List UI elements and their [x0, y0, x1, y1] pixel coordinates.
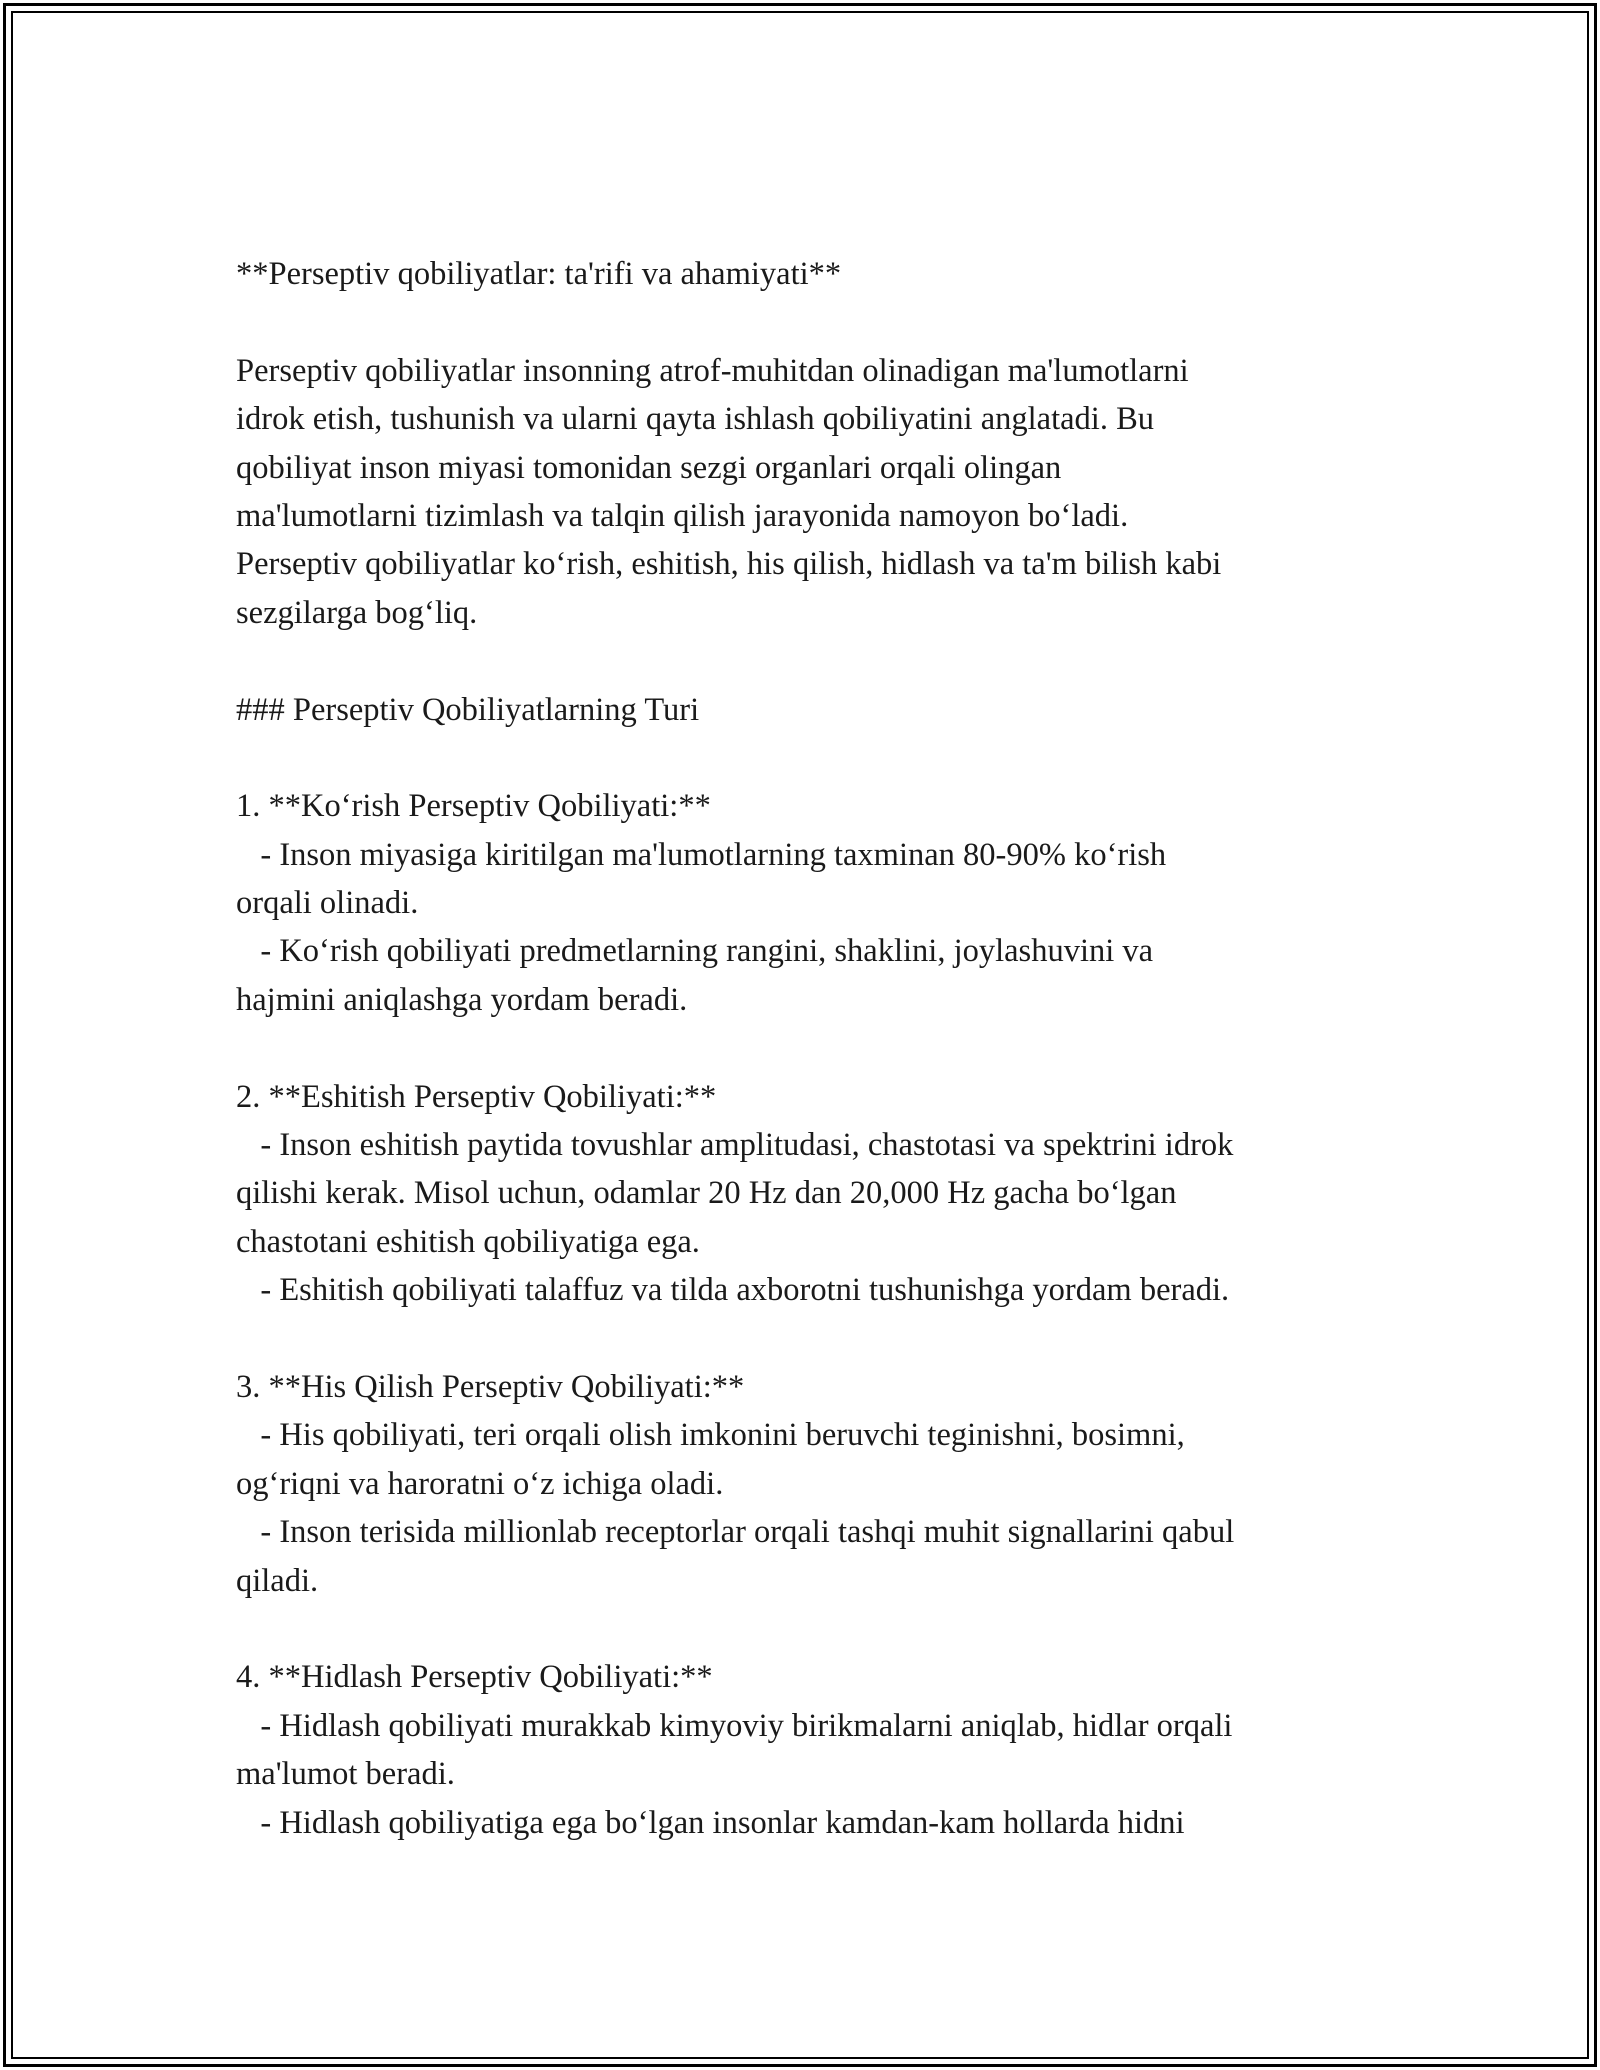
blank-line [236, 637, 1376, 685]
document-body [236, 250, 1376, 1847]
section-hidlash [236, 1653, 1376, 1847]
intro-line: Perseptiv qobiliyatlar ko‘rish, eshitish, his qilish, hidlash va ta'm bilish kabi [236, 546, 1222, 583]
section-eshitish [236, 1073, 1376, 1315]
blank-line [236, 298, 1376, 346]
section-line: - Inson eshitish paytida tovushlar amplitudasi, chastotasi va spektrini idrok [236, 1127, 1234, 1164]
intro-line: qobiliyat inson miyasi tomonidan sezgi organlari orqali olingan [236, 449, 1062, 486]
intro-line: Perseptiv qobiliyatlar insonning atrof-muhitdan olinadigan ma'lumotlarni [236, 352, 1189, 389]
section-line: ma'lumot beradi. [236, 1756, 455, 1793]
blank-line [236, 1024, 1376, 1072]
section-line: qiladi. [236, 1562, 319, 1599]
blank-line [236, 1315, 1376, 1363]
intro-line: sezgilarga bog‘liq. [236, 594, 478, 631]
section-line: og‘riqni va haroratni o‘z ichiga oladi. [236, 1465, 724, 1502]
section-heading: 3. **His Qilish Perseptiv Qobiliyati:** [236, 1368, 745, 1405]
section-line: - Inson terisida millionlab receptorlar orqali tashqi muhit signallarini qabul [236, 1514, 1235, 1551]
blank-line [236, 734, 1376, 782]
section-line: hajmini aniqlashga yordam beradi. [236, 981, 688, 1018]
intro-paragraph [236, 347, 1376, 637]
intro-line: idrok etish, tushunish va ularni qayta ishlash qobiliyatini anglatadi. Bu [236, 401, 1154, 438]
section-line: orqali olinadi. [236, 885, 419, 922]
section-line: - Eshitish qobiliyati talaffuz va tilda axborotni tushunishga yordam beradi. [236, 1272, 1230, 1309]
document-title: **Perseptiv qobiliyatlar: ta'rifi va ahamiyati** [236, 256, 842, 292]
intro-line: ma'lumotlarni tizimlash va talqin qilish jarayonida namoyon bo‘ladi. [236, 497, 1129, 534]
section-line: - Inson miyasiga kiritilgan ma'lumotlarning taxminan 80-90% ko‘rish [236, 836, 1167, 873]
section-line: chastotani eshitish qobiliyatiga ega. [236, 1223, 700, 1260]
section-line: - Hidlash qobiliyati murakkab kimyoviy birikmalarni aniqlab, hidlar orqali [236, 1707, 1233, 1744]
section-line: qilishi kerak. Misol uchun, odamlar 20 Hz dan 20,000 Hz gacha bo‘lgan [236, 1175, 1177, 1212]
section-heading: 2. **Eshitish Perseptiv Qobiliyati:** [236, 1078, 717, 1115]
section-his-qilish [236, 1363, 1376, 1605]
section-line: - Ko‘rish qobiliyati predmetlarning rangini, shaklini, joylashuvini va [236, 933, 1154, 970]
section-korish [236, 782, 1376, 1024]
section-subheading: ### Perseptiv Qobiliyatlarning Turi [236, 691, 700, 728]
section-line: - His qobiliyati, teri orqali olish imkonini beruvchi teginishni, bosimni, [236, 1417, 1185, 1454]
section-line: - Hidlash qobiliyatiga ega bo‘lgan insonlar kamdan-kam hollarda hidni [236, 1804, 1185, 1841]
blank-line [236, 1605, 1376, 1653]
section-heading: 4. **Hidlash Perseptiv Qobiliyati:** [236, 1659, 713, 1696]
section-heading: 1. **Ko‘rish Perseptiv Qobiliyati:** [236, 788, 711, 825]
